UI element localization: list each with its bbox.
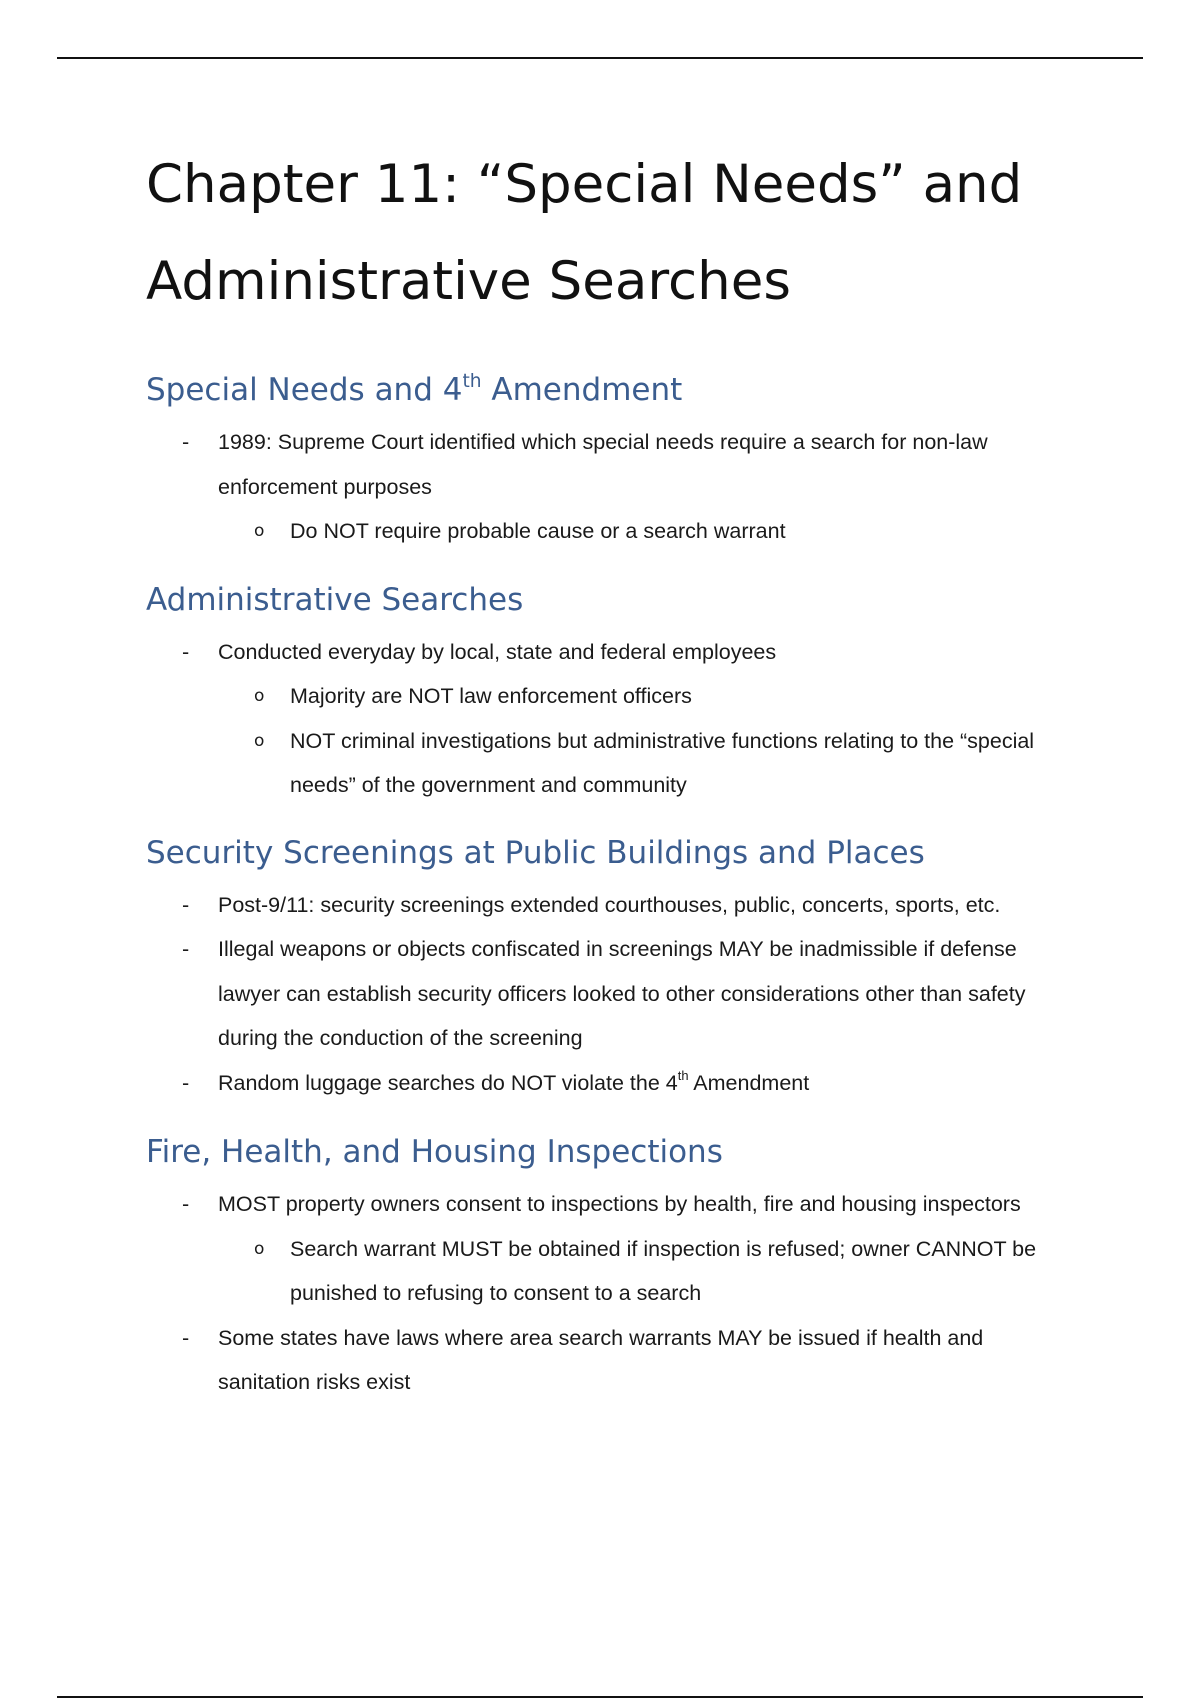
dash-bullet: - [182, 1070, 190, 1095]
list-item-text: Search warrant MUST be obtained if inspection is refused; owner CANNOT be punished to refusing to consent to a search [290, 1236, 1037, 1305]
sub-list-item [146, 674, 1076, 719]
list-item-text-part: Random luggage searches do NOT violate the 4 [218, 1070, 678, 1095]
inspections-list [146, 1182, 1076, 1405]
list-item-text: NOT criminal investigations but administrative functions relating to the “special needs” of the government and community [290, 728, 1035, 797]
title-line-2: Administrative Searches [146, 251, 791, 312]
sub-list-item [146, 1227, 1076, 1316]
title-line-1: Chapter 11: “Special Needs” and [146, 154, 1023, 215]
administrative-searches-list [146, 630, 1076, 808]
list-item-text: Some states have laws where area search warrants MAY be issued if health and sanitation risks exist [218, 1325, 984, 1394]
sub-list-item [146, 509, 1076, 554]
list-item-text: 1989: Supreme Court identified which special needs require a search for non-law enforcement purposes [218, 430, 988, 499]
list-item [146, 1061, 1076, 1106]
heading-text-suffix: Amendment [481, 372, 683, 408]
list-item-text: Post-9/11: security screenings extended courthouses, public, concerts, sports, etc. [218, 892, 1001, 917]
list-item-text-part: Amendment [688, 1070, 810, 1095]
list-item-text: Do NOT require probable cause or a search warrant [290, 519, 786, 543]
section-heading-security-screenings: Security Screenings at Public Buildings and Places [146, 834, 925, 871]
circle-bullet: o [254, 730, 265, 751]
top-rule [57, 57, 1143, 59]
list-item [146, 1316, 1076, 1405]
list-item [146, 883, 1076, 928]
dash-bullet: - [182, 1192, 190, 1216]
dash-bullet: - [182, 639, 190, 664]
circle-bullet: o [254, 521, 265, 541]
dash-bullet: - [182, 1325, 190, 1350]
section-heading-inspections: Fire, Health, and Housing Inspections [146, 1134, 723, 1170]
circle-bullet: o [254, 686, 265, 706]
sub-list-item [146, 719, 1076, 808]
list-item [146, 927, 1076, 1061]
bottom-rule [57, 1696, 1143, 1698]
circle-bullet: o [254, 1238, 265, 1259]
list-item-superscript: th [677, 1068, 689, 1084]
page-title [146, 136, 1076, 330]
list-item [146, 630, 1076, 675]
section-heading-administrative-searches: Administrative Searches [146, 581, 524, 618]
dash-bullet: - [182, 937, 190, 961]
list-item [146, 1182, 1076, 1227]
heading-superscript: th [462, 370, 482, 392]
list-item-text: Conducted everyday by local, state and federal employees [218, 639, 777, 664]
special-needs-list [146, 420, 1076, 554]
heading-text: Special Needs and 4 [146, 372, 463, 408]
list-item-text: Majority are NOT law enforcement officers [290, 684, 692, 708]
section-heading-special-needs [146, 368, 1076, 412]
document-body [146, 136, 1076, 1405]
list-item-text [218, 1068, 810, 1095]
dash-bullet: - [182, 430, 190, 454]
list-item-text: Illegal weapons or objects confiscated in screenings MAY be inadmissible if defense lawyer can establish security officers looked to other considerations other than safety during the conduction of the screening [218, 937, 1026, 1050]
list-item [146, 420, 1076, 509]
list-item-text: MOST property owners consent to inspections by health, fire and housing inspectors [218, 1192, 1021, 1216]
dash-bullet: - [182, 892, 190, 917]
security-screenings-list [146, 883, 1076, 1106]
